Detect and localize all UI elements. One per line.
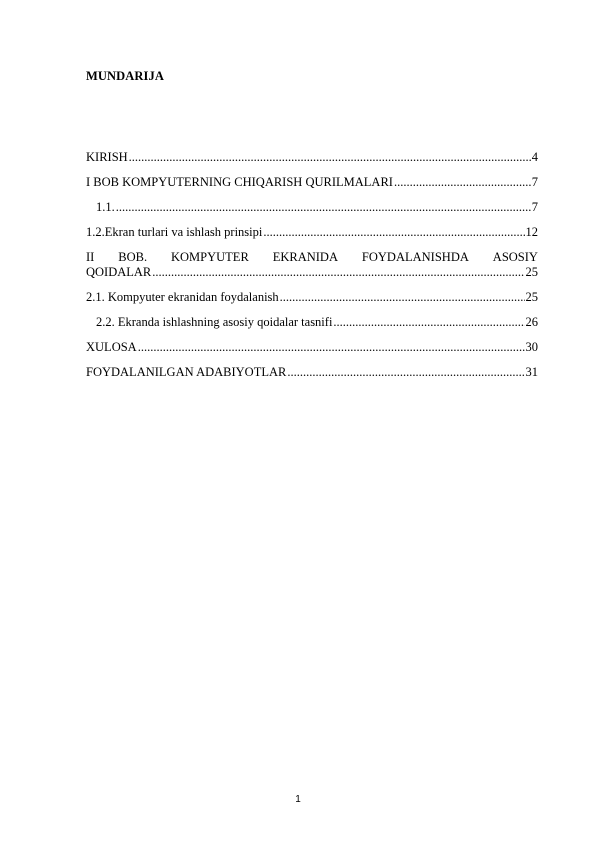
- toc-entry-label: QOIDALAR: [86, 265, 152, 279]
- table-of-contents: [86, 150, 538, 390]
- toc-leader-dots: [116, 200, 531, 215]
- toc-page-number: 25: [525, 290, 538, 304]
- toc-leader-dots: [394, 175, 531, 190]
- toc-entry-label: 1.2.Ekran turlari va ishlash prinsipi: [86, 225, 263, 239]
- toc-entry-2-1[interactable]: [86, 290, 538, 305]
- toc-entry-label-line2: [86, 265, 538, 280]
- toc-entry-label: KIRISH: [86, 150, 128, 164]
- toc-word: II: [86, 250, 95, 264]
- toc-entry-label: 2.1. Kompyuter ekranidan foydalanish: [86, 290, 279, 304]
- toc-page-number: 7: [531, 175, 538, 189]
- toc-entry-kirish[interactable]: [86, 150, 538, 165]
- toc-leader-dots: [138, 340, 525, 355]
- toc-leader-dots: [129, 150, 531, 165]
- toc-leader-dots: [333, 315, 524, 330]
- toc-entry-adabiyotlar[interactable]: [86, 365, 538, 380]
- toc-entry-xulosa[interactable]: [86, 340, 538, 355]
- toc-entry-1-2[interactable]: [86, 225, 538, 240]
- toc-word: EKRANIDA: [272, 250, 338, 264]
- toc-leader-dots: [152, 265, 524, 280]
- toc-entry-label-line1: [86, 250, 538, 265]
- toc-page-number: 4: [531, 150, 538, 164]
- toc-entry-label: 2.2. Ekranda ishlashning asosiy qoidalar tasnifi: [96, 315, 333, 329]
- toc-word: FOYDALANISHDA: [361, 250, 469, 264]
- page-number: 1: [295, 794, 301, 805]
- toc-page-number: 12: [525, 225, 538, 239]
- toc-word: BOB.: [118, 250, 148, 264]
- toc-word: ASOSIY: [492, 250, 538, 264]
- toc-page-number: 26: [525, 315, 538, 329]
- toc-entry-bob1[interactable]: [86, 175, 538, 190]
- toc-entry-label: I BOB KOMPYUTERNING CHIQARISH QURILMALARI: [86, 175, 393, 189]
- toc-entry-label: XULOSA: [86, 340, 137, 354]
- toc-entry-label: 1.1.: [96, 200, 115, 214]
- page-title: MUNDARIJA: [86, 69, 164, 83]
- toc-leader-dots: [287, 365, 524, 380]
- toc-leader-dots: [263, 225, 524, 240]
- toc-entry-bob2[interactable]: [86, 250, 538, 280]
- toc-entry-1-1[interactable]: [86, 200, 538, 215]
- toc-page-number: 25: [525, 265, 538, 279]
- toc-page-number: 7: [531, 200, 538, 214]
- toc-entry-label: FOYDALANILGAN ADABIYOTLAR: [86, 365, 287, 379]
- toc-word: KOMPYUTER: [171, 250, 249, 264]
- toc-page-number: 31: [525, 365, 538, 379]
- toc-entry-2-2[interactable]: [86, 315, 538, 330]
- toc-leader-dots: [280, 290, 525, 305]
- toc-page-number: 30: [525, 340, 538, 354]
